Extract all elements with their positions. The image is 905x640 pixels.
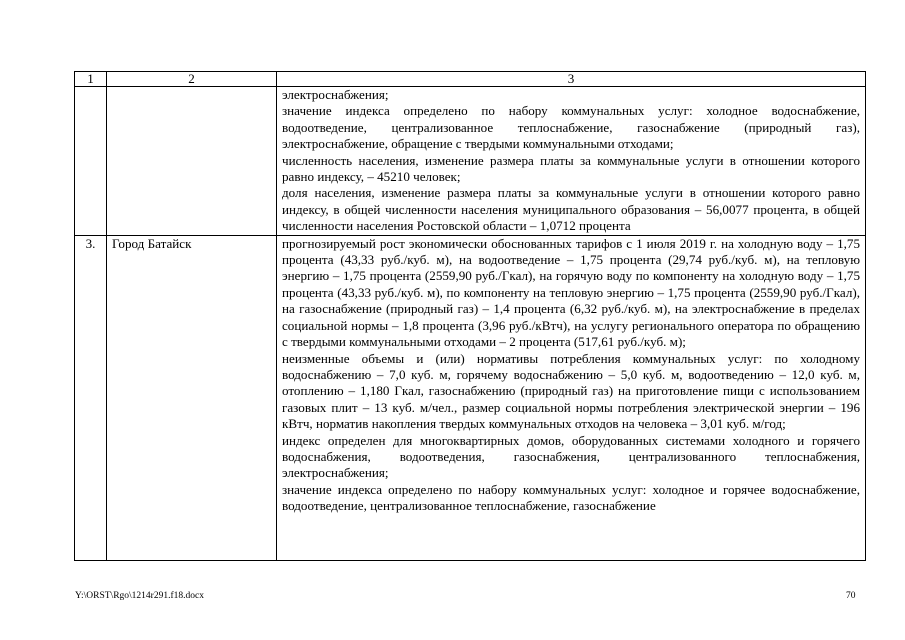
continued-name-cell [107, 87, 277, 236]
continued-number-cell [75, 87, 107, 236]
text-paragraph: неизменные объемы и (или) нормативы потребления коммунальных услуг: по холодному водоснабжению – 7,0 куб. м, горячему водоснабжению – 5,0 куб. м, водоотведению – 12,0 куб. м, отоплению – 1,180 Гкал, газоснабжению (природный газ) на приготовление пищи с использованием газовых плит – 13 куб. м/чел., размер социальной нормы потребления электрической энергии – 196 кВтч, норматив накопления твердых коммунальных отходов на человека – 3,01 куб. м/год; [282, 350, 860, 432]
text-paragraph: значение индекса определено по набору коммунальных услуг: холодное водоснабжение, водоотведение, централизованное теплоснабжение, газоснабжение (природный газ), электроснабжение, обращение с твердыми коммунальными отходами; [282, 103, 860, 152]
footer-file-path: Y:\ORST\Rgo\1214r291.f18.docx [75, 591, 204, 601]
document-table [74, 71, 866, 561]
continued-text-cell [277, 87, 866, 236]
table-header-row [75, 72, 866, 87]
text-paragraph: доля населения, изменение размера платы за коммунальные услуги в отношении которого равно индексу, в общей численности населения муниципального образования – 56,0077 процента, в общей численности населения Ростовской области – 1,0712 процента [282, 185, 860, 234]
text-paragraph: прогнозируемый рост экономически обоснованных тарифов с 1 июля 2019 г. на холодную воду – 1,75 процента (43,33 руб./куб. м), на водоотведение – 1,75 процента (29,74 руб./куб. м), на тепловую энергию – 1,75 процента (2559,90 руб./Гкал), на горячую воду по компоненту на холодную воду – 1,75 процента (43,33 руб./куб. м), по компоненту на тепловую энергию – 1,75 процента (2559,90 руб./Гкал), на газоснабжение (природный газ) – 1,4 процента (6,32 руб./куб. м), на электроснабжение в пределах социальной нормы – 1,8 процента (3,96 руб./кВтч), на услугу регионального оператора по обращению с твердыми коммунальными отходами – 2 процента (517,61 руб./куб. м); [282, 235, 860, 350]
footer-page-number: 70 [846, 591, 856, 601]
municipality-name: Город Батайск [107, 235, 277, 560]
header-col-2: 2 [107, 72, 277, 87]
text-paragraph: значение индекса определено по набору коммунальных услуг: холодное и горячее водоснабжение, водоотведение, централизованное теплоснабжение, газоснабжение [282, 481, 860, 514]
row-number: 3. [75, 235, 107, 560]
row-text-cell [277, 235, 866, 560]
text-paragraph: численность населения, изменение размера платы за коммунальные услуги в отношении которого равно индексу, – 45210 человек; [282, 152, 860, 185]
header-col-3: 3 [277, 72, 866, 87]
table-row-continued [75, 87, 866, 236]
text-paragraph: индекс определен для многоквартирных домов, оборудованных системами холодного и горячего водоснабжения, водоотведения, газоснабжения, централизованного теплоснабжения, электроснабжения; [282, 432, 860, 481]
table-row [75, 235, 866, 560]
text-paragraph: электроснабжения; [282, 87, 389, 102]
header-col-1: 1 [75, 72, 107, 87]
